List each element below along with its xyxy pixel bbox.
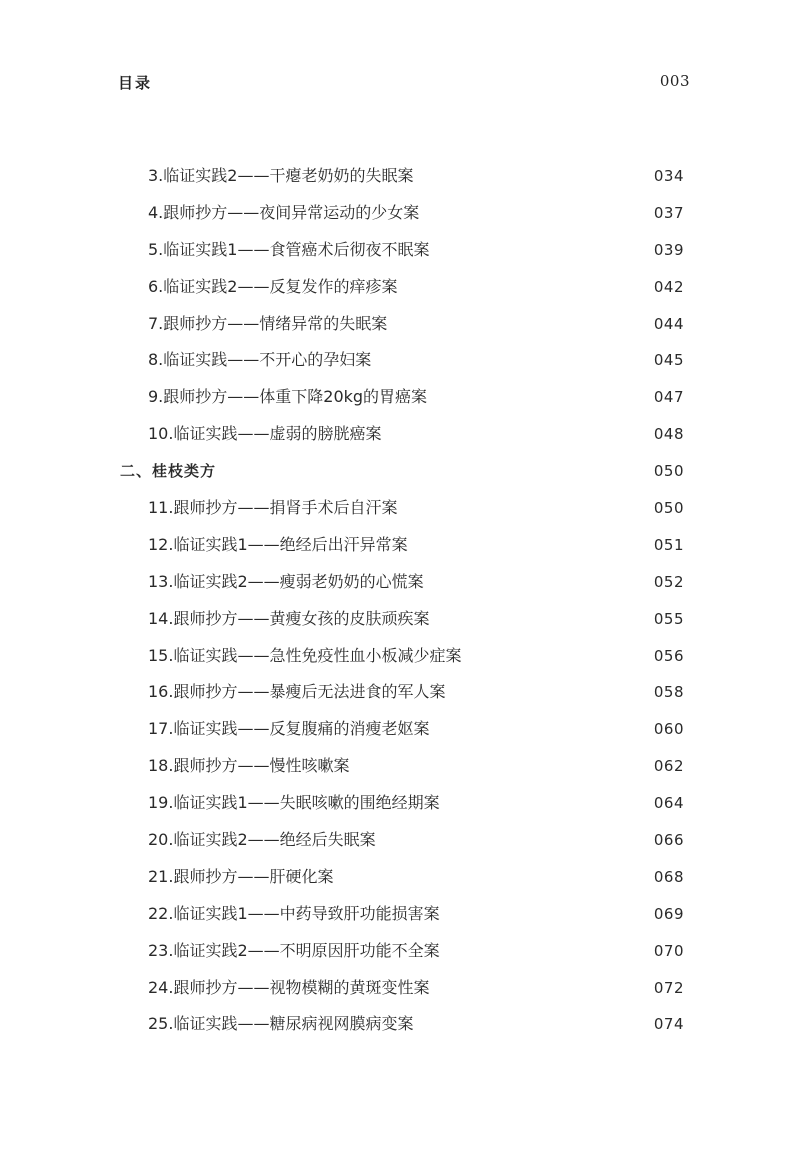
toc-entry-title: 24.跟师抄方——视物模糊的黄斑变性案 [148, 977, 430, 997]
toc-entry-title: 4.跟师抄方——夜间异常运动的少女案 [148, 202, 420, 222]
toc-entry-title: 8.临证实践——不开心的孕妇案 [148, 350, 372, 370]
toc-entry-title: 12.临证实践1——绝经后出汗异常案 [148, 534, 408, 554]
toc-entry [0, 195, 800, 232]
toc-entry [0, 785, 800, 822]
toc-entry-title: 23.临证实践2——不明原因肝功能不全案 [148, 940, 440, 960]
toc-entry [0, 269, 800, 306]
toc-page-number: 042 [653, 277, 684, 296]
toc-entry [0, 748, 800, 785]
toc-page-number: 048 [653, 425, 684, 444]
toc-entry [0, 896, 800, 933]
toc-entry-title: 7.跟师抄方——情绪异常的失眠案 [148, 313, 388, 333]
toc-entry-title: 22.临证实践1——中药导致肝功能损害案 [148, 903, 440, 923]
toc-entry-title: 19.临证实践1——失眠咳嗽的围绝经期案 [148, 793, 440, 813]
toc-entry [0, 527, 800, 564]
toc-entry [0, 822, 800, 859]
toc-entry-title: 17.临证实践——反复腹痛的消瘦老妪案 [148, 719, 430, 739]
toc-page-number: 060 [653, 720, 684, 739]
toc-entry [0, 232, 800, 269]
toc-page-number: 058 [653, 683, 684, 702]
toc-entry [0, 1006, 800, 1043]
toc-entry-title: 18.跟师抄方——慢性咳嗽案 [148, 756, 350, 776]
toc-page-number: 039 [653, 240, 684, 259]
toc-page-number: 050 [653, 462, 684, 481]
toc-page-number: 045 [653, 351, 684, 370]
toc-entry [0, 859, 800, 896]
toc-page-number: 051 [653, 535, 684, 554]
toc-entry-title: 3.临证实践2——干瘪老奶奶的失眠案 [148, 166, 414, 185]
toc-entry [0, 638, 800, 675]
toc-entry [0, 933, 800, 970]
toc-page-number: 050 [653, 499, 684, 518]
toc-page-number: 064 [653, 794, 684, 813]
toc-page-number: 074 [653, 1015, 684, 1034]
header-title: 目录 [118, 74, 153, 92]
toc-page-number: 066 [653, 831, 684, 850]
toc-page-number: 070 [653, 941, 684, 960]
toc-entry-title: 14.跟师抄方——黄瘦女孩的皮肤顽疾案 [148, 608, 430, 628]
running-header [118, 72, 690, 96]
toc-entry-title: 25.临证实践——糖尿病视网膜病变案 [148, 1014, 414, 1034]
toc-page-number: 044 [653, 314, 684, 333]
toc-entry-title: 21.跟师抄方——肝硬化案 [148, 866, 334, 886]
toc-page-number: 052 [653, 572, 684, 591]
toc-entry-title: 9.跟师抄方——体重下降20kg的胃癌案 [148, 387, 428, 407]
header-page-number: 003 [659, 72, 690, 90]
toc-entry [0, 711, 800, 748]
toc-entry [0, 970, 800, 1007]
toc-entry [0, 490, 800, 527]
toc-entry [0, 674, 800, 711]
toc-entry-title: 13.临证实践2——瘦弱老奶奶的心慌案 [148, 571, 424, 591]
toc-entry [0, 564, 800, 601]
toc-entry [0, 416, 800, 453]
toc-entry-title: 20.临证实践2——绝经后失眠案 [148, 830, 376, 850]
toc-page-number: 072 [653, 978, 684, 997]
toc-page-number: 068 [653, 867, 684, 886]
toc-page-number: 037 [653, 203, 684, 222]
toc-page-number: 034 [653, 167, 684, 185]
table-of-contents [0, 158, 800, 1043]
toc-entry-title: 5.临证实践1——食管癌术后彻夜不眠案 [148, 239, 430, 259]
toc-entry [0, 379, 800, 416]
toc-entry [0, 158, 800, 195]
toc-entry-title: 16.跟师抄方——暴瘦后无法进食的军人案 [148, 682, 446, 702]
toc-page-number: 056 [653, 646, 684, 665]
toc-page-number: 047 [653, 388, 684, 407]
toc-section-heading [0, 453, 800, 490]
toc-page-number: 055 [653, 609, 684, 628]
toc-entry-title: 6.临证实践2——反复发作的痒疹案 [148, 276, 398, 296]
toc-entry-title: 11.跟师抄方——捐肾手术后自汗案 [148, 498, 398, 518]
toc-section-title: 二、桂枝类方 [120, 462, 217, 481]
toc-page-number: 069 [653, 904, 684, 923]
toc-entry [0, 342, 800, 379]
toc-entry-title: 15.临证实践——急性免疫性血小板减少症案 [148, 645, 462, 665]
toc-entry [0, 306, 800, 343]
toc-page-number: 062 [653, 757, 684, 776]
toc-entry-title: 10.临证实践——虚弱的膀胱癌案 [148, 424, 382, 444]
toc-entry [0, 601, 800, 638]
